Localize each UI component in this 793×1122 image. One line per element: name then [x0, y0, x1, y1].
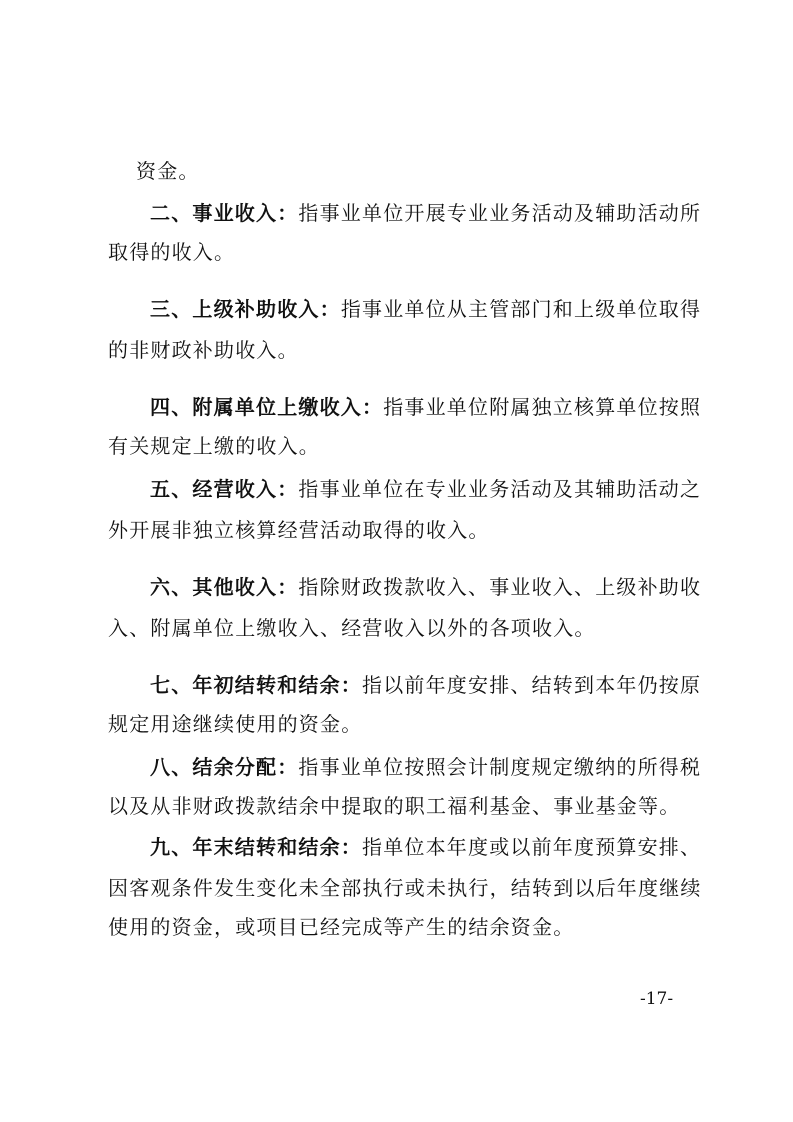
leading-text: 资金。 [136, 159, 200, 183]
definition-item-8 [150, 753, 793, 781]
definition-continuation: 使用的资金，或项目已经完成等产生的结余资金。 [108, 915, 575, 939]
definition-continuation: 外开展非独立核算经营活动取得的收入。 [108, 518, 490, 542]
definition-item-2 [150, 199, 793, 227]
definition-item-9 [150, 833, 793, 861]
definition-item-5 [150, 475, 793, 503]
definition-text: 指事业单位按照会计制度规定缴纳的所得税 [298, 755, 702, 779]
definition-text: 指事业单位从主管部门和上级单位取得 [340, 297, 702, 321]
term-label: 五、经营收入： [150, 477, 299, 501]
term-label: 六、其他收入： [150, 575, 299, 599]
definition-item-3 [150, 295, 793, 323]
definition-item-6 [150, 573, 793, 601]
definition-continuation: 取得的收入。 [108, 240, 236, 264]
definition-continuation: 入、附属单位上缴收入、经营收入以外的各项收入。 [108, 616, 596, 640]
definition-continuation: 有关规定上缴的收入。 [108, 434, 320, 458]
definition-continuation: 以及从非财政拨款结余中提取的职工福利基金、事业基金等。 [108, 794, 681, 818]
definition-text: 指除财政拨款收入、事业收入、上级补助收 [298, 575, 702, 599]
definition-continuation: 的非财政补助收入。 [108, 338, 299, 362]
term-label: 四、附属单位上缴收入： [150, 395, 384, 419]
definition-text: 指事业单位附属独立核算单位按照 [383, 395, 702, 419]
definition-text: 指事业单位在专业业务活动及其辅助活动之 [298, 477, 702, 501]
definition-item-4 [150, 393, 793, 421]
term-label: 七、年初结转和结余： [150, 673, 362, 697]
definition-text: 指以前年度安排、结转到本年仍按原 [362, 673, 702, 697]
definition-continuation: 规定用途继续使用的资金。 [108, 712, 363, 736]
term-label: 八、结余分配： [150, 755, 299, 779]
page-number: -17- [640, 989, 674, 1009]
definition-text: 指单位本年度或以前年度预算安排、 [362, 835, 702, 859]
definition-continuation: 因客观条件发生变化未全部执行或未执行，结转到以后年度继续 [108, 876, 702, 900]
term-label: 二、事业收入： [150, 201, 299, 225]
term-label: 三、上级补助收入： [150, 297, 341, 321]
definition-text: 指事业单位开展专业业务活动及辅助活动所 [298, 201, 702, 225]
term-label: 九、年末结转和结余： [150, 835, 362, 859]
definition-item-7 [150, 671, 793, 699]
